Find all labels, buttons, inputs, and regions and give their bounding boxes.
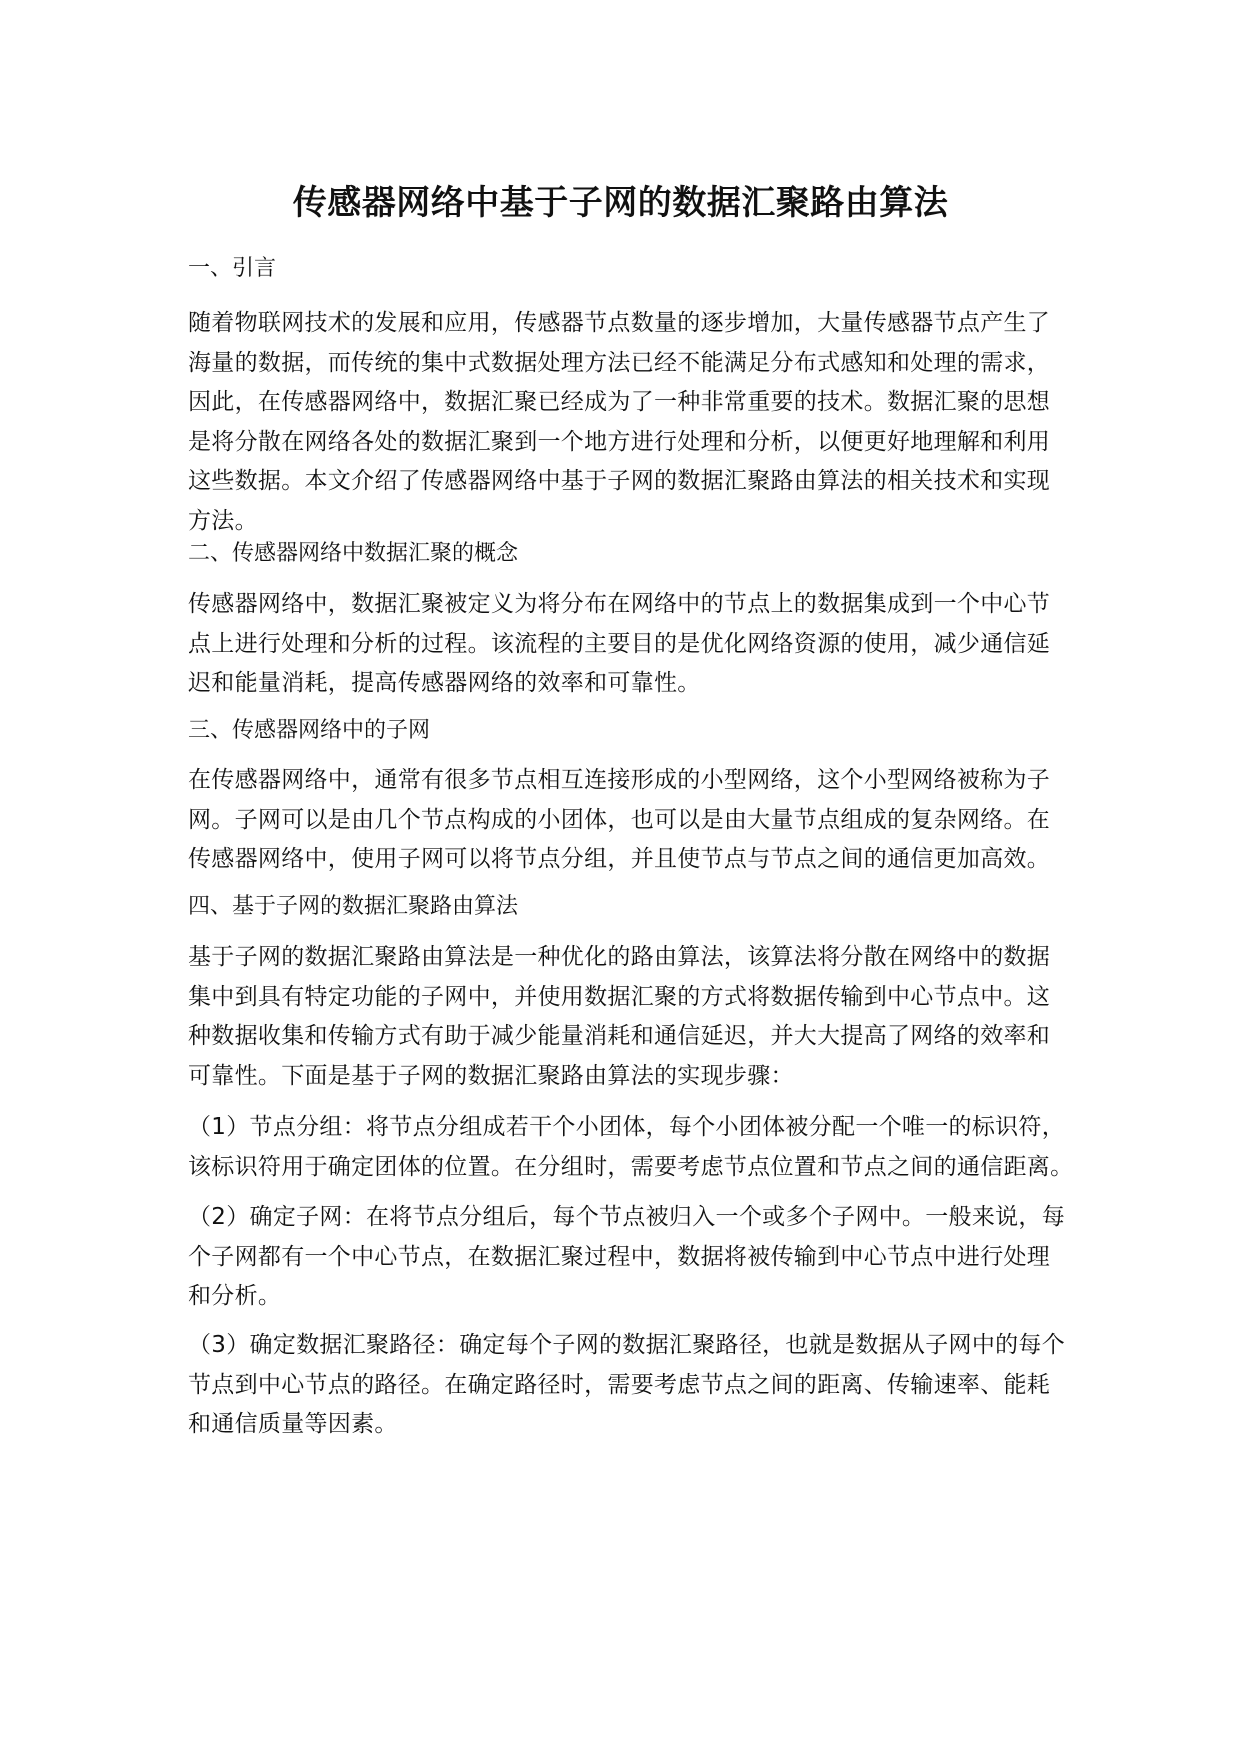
paragraph-line: （3）确定数据汇聚路径：确定每个子网的数据汇聚路径，也就是数据从子网中的每个	[188, 1332, 1066, 1358]
paragraph-line: 在传感器网络中，通常有很多节点相互连接形成的小型网络，这个小型网络被称为子	[188, 767, 1051, 793]
section-heading-aggregation-concept: 二、传感器网络中数据汇聚的概念	[188, 541, 519, 566]
paragraph-line: 基于子网的数据汇聚路由算法是一种优化的路由算法，该算法将分散在网络中的数据	[188, 944, 1051, 970]
paragraph-line: 可靠性。下面是基于子网的数据汇聚路由算法的实现步骤：	[188, 1062, 794, 1089]
document-title: 传感器网络中基于子网的数据汇聚路由算法	[292, 183, 949, 223]
paragraph-line: 传感器网络中，数据汇聚被定义为将分布在网络中的节点上的数据集成到一个中心节	[188, 591, 1051, 617]
paragraph-step-2-determine-subnet	[188, 1198, 1065, 1317]
paragraph-line: 因此，在传感器网络中，数据汇聚已经成为了一种非常重要的技术。数据汇聚的思想	[188, 389, 1051, 415]
paragraph-line: 方法。	[188, 507, 258, 534]
paragraph-step-1-node-grouping	[188, 1108, 1073, 1187]
paragraph-introduction	[188, 304, 1050, 541]
paragraph-line: 和通信质量等因素。	[188, 1411, 398, 1437]
paragraph-line: （2）确定子网：在将节点分组后，每个节点被归入一个或多个子网中。一般来说，每	[188, 1204, 1066, 1230]
section-heading-introduction: 一、引言	[188, 256, 277, 281]
paragraph-line: 网。子网可以是由几个节点构成的小团体，也可以是由大量节点组成的复杂网络。在	[188, 806, 1051, 833]
section-heading-subnet: 三、传感器网络中的子网	[188, 718, 431, 743]
paragraph-line: 节点到中心节点的路径。在确定路径时，需要考虑节点之间的距离、传输速率、能耗	[188, 1371, 1051, 1398]
paragraph-line: 海量的数据，而传统的集中式数据处理方法已经不能满足分布式感知和处理的需求，	[188, 349, 1051, 376]
paragraph-line: 随着物联网技术的发展和应用，传感器节点数量的逐步增加，大量传感器节点产生了	[188, 310, 1051, 336]
paragraph-line: 和分析。	[188, 1283, 282, 1309]
paragraph-line: 传感器网络中，使用子网可以将节点分组，并且使节点与节点之间的通信更加高效。	[188, 846, 1051, 872]
paragraph-line: 是将分散在网络各处的数据汇聚到一个地方进行处理和分析，以便更好地理解和利用	[188, 428, 1051, 455]
paragraph-routing-algorithm	[188, 938, 1050, 1096]
section-heading-routing-algorithm: 四、基于子网的数据汇聚路由算法	[188, 894, 519, 919]
paragraph-step-3-aggregation-path	[188, 1326, 1065, 1445]
paragraph-line: （1）节点分组：将节点分组成若干个小团体，每个小团体被分配一个唯一的标识符，	[188, 1114, 1066, 1140]
paragraph-aggregation-concept	[188, 585, 1050, 704]
paragraph-line: 种数据收集和传输方式有助于减少能量消耗和通信延迟，并大大提高了网络的效率和	[188, 1023, 1051, 1049]
paragraph-line: 集中到具有特定功能的子网中，并使用数据汇聚的方式将数据传输到中心节点中。这	[188, 983, 1051, 1010]
paragraph-line: 这些数据。本文介绍了传感器网络中基于子网的数据汇聚路由算法的相关技术和实现	[188, 468, 1051, 494]
paragraph-line: 点上进行处理和分析的过程。该流程的主要目的是优化网络资源的使用，减少通信延	[188, 630, 1051, 657]
paragraph-line: 个子网都有一个中心节点，在数据汇聚过程中，数据将被传输到中心节点中进行处理	[188, 1243, 1051, 1270]
paragraph-line: 该标识符用于确定团体的位置。在分组时，需要考虑节点位置和节点之间的通信距离。	[188, 1153, 1074, 1180]
paragraph-line: 迟和能量消耗，提高传感器网络的效率和可靠性。	[188, 670, 701, 696]
paragraph-subnet	[188, 761, 1050, 880]
